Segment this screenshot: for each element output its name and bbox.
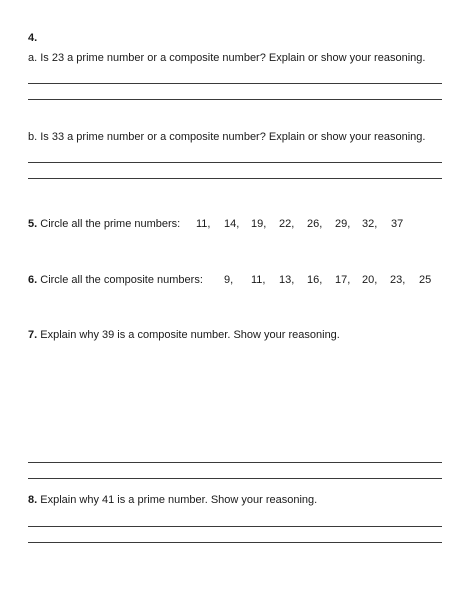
question-4b-text: Is 33 a prime number or a composite number? Explain or show your reasoning. [40, 131, 426, 143]
prime-choice[interactable]: 11, [196, 218, 211, 230]
question-8-number: 8. [28, 494, 38, 506]
prime-choice[interactable]: 32, [362, 218, 378, 230]
answer-line[interactable] [28, 162, 442, 163]
composite-choice[interactable]: 17, [335, 274, 351, 286]
prime-choice[interactable]: 14, [224, 218, 240, 230]
answer-line[interactable] [28, 542, 442, 543]
question-4a-text: Is 23 a prime number or a composite number? Explain or show your reasoning. [40, 52, 426, 64]
question-5-text: Circle all the prime numbers: [40, 218, 181, 230]
composite-choice[interactable]: 25 [419, 274, 432, 286]
prime-choice[interactable]: 37 [391, 218, 404, 230]
question-4a [28, 52, 425, 65]
question-6-number-choices [0, 274, 474, 288]
answer-line[interactable] [28, 478, 442, 479]
question-6-number: 6. [28, 274, 38, 286]
composite-choice[interactable]: 16, [307, 274, 323, 286]
question-6-text: Circle all the composite numbers: [40, 274, 203, 286]
answer-line[interactable] [28, 526, 442, 527]
composite-choice[interactable]: 23, [390, 274, 406, 286]
composite-choice[interactable]: 20, [362, 274, 378, 286]
answer-line[interactable] [28, 83, 442, 84]
question-5-number: 5. [28, 218, 38, 230]
prime-choice[interactable]: 19, [251, 218, 267, 230]
answer-line[interactable] [28, 99, 442, 100]
question-8-text: Explain why 41 is a prime number. Show your reasoning. [40, 494, 318, 506]
question-7-number: 7. [28, 329, 38, 341]
prime-choice[interactable]: 29, [335, 218, 351, 230]
composite-choice[interactable]: 9, [224, 274, 234, 286]
prime-choice[interactable]: 26, [307, 218, 323, 230]
prime-choice[interactable]: 22, [279, 218, 295, 230]
question-7 [28, 329, 340, 342]
answer-line[interactable] [28, 462, 442, 463]
question-5-number-choices [0, 218, 474, 232]
question-4b-prefix: b. [28, 131, 41, 143]
question-8 [28, 494, 317, 507]
answer-line[interactable] [28, 178, 442, 179]
composite-choice[interactable]: 11, [251, 274, 266, 286]
composite-choice[interactable]: 13, [279, 274, 295, 286]
question-7-text: Explain why 39 is a composite number. Show your reasoning. [40, 329, 340, 341]
question-4-number: 4. [28, 32, 38, 44]
question-4b [28, 131, 425, 144]
question-4a-prefix: a. [28, 52, 41, 64]
